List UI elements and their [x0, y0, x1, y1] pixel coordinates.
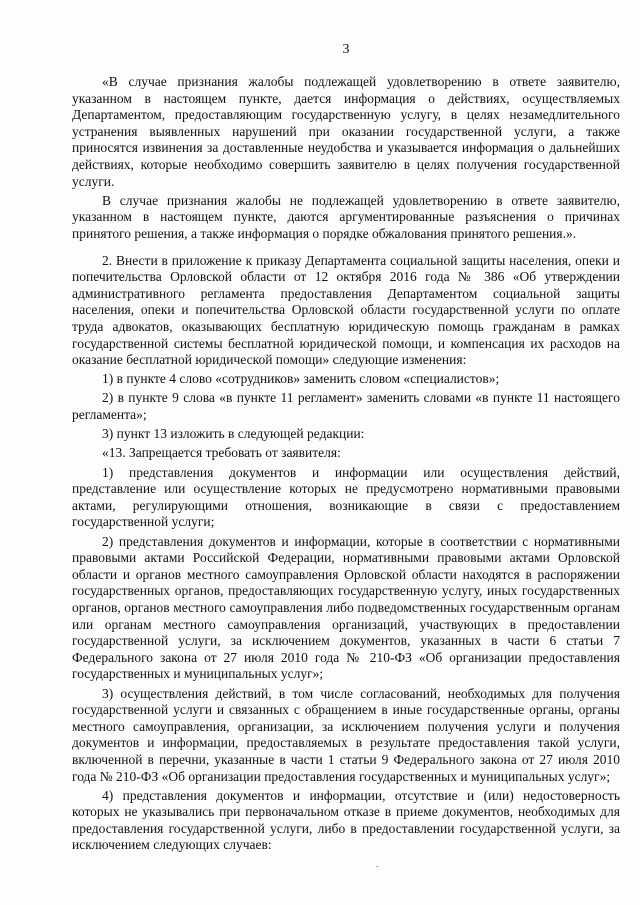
paragraph-item-1: 1) в пункте 4 слово «сотрудников» заменить словом «специалистов»;	[102, 371, 500, 387]
paragraph-clause-13-2: 2) представления документов и информации, которые в соответствии с нормативными правовыми актами Российской Федерации, нормативными правовыми актами Орловской области и органов местного самоуправления Орловской области находятся в распоряжении государственных органов, предоставляющих государственную услугу, иных государственных органов, органов местного самоуправления либо подведомственных государственным органам или органам местного самоуправления организаций, участвующих в предоставлении государственной услуги, за исключением документов, указанных в части 6 статьи 7 Федерального закона от 27 июля 2010 года № 210-ФЗ «Об организации предоставления государственных и муниципальных услуг»;	[72, 533, 620, 682]
paragraph-clause-13: «13. Запрещается требовать от заявителя:	[102, 445, 341, 461]
paragraph-complaint-satisfied: «В случае признания жалобы подлежащей удовлетворению в ответе заявителю, указанном в настоящем пункте, дается информация о действиях, осуществляемых Департаментом, предоставляющим государственную услугу, в целях незамедлительного устранения выявленных нарушений при оказании государственной услуги, а также приносятся извинения за доставленные неудобства и указывается информация о дальнейших действиях, которые необходимо совершить заявителю в целях получения государственной услуги.	[72, 74, 620, 189]
paragraph-clause-13-1: 1) представления документов и информации или осуществления действий, представление или осуществление которых не предусмотрено нормативными правовыми актами, регулирующими отношения, возникающие в связи с предоставлением государственной услуги;	[72, 464, 620, 530]
paragraph-item-3: 3) пункт 13 изложить в следующей редакции:	[102, 426, 365, 442]
document-body	[72, 74, 620, 854]
paragraph-amendment-2: 2. Внести в приложение к приказу Департамента социальной защиты населения, опеки и попечительства Орловской области от 12 октября 2016 года № 386 «Об утверждении административного регламента предоставления Департаментом социальной защиты населения, опеки и попечительства Орловской области государственной услуги по оплате труда адвокатов, оказывающих бесплатную юридическую помощь гражданам в рамках государственной системы бесплатной юридической помощи, и компенсация их расходов на оказание бесплатной юридической помощи» следующие изменения:	[72, 252, 620, 368]
page-number: 3	[342, 42, 350, 57]
paragraph-item-2: 2) в пункте 9 слова «в пункте 11 регламент» заменить словами «в пункте 11 настоящего регламента»;	[72, 390, 620, 423]
scan-artifact	[376, 866, 379, 867]
paragraph-complaint-rejected: В случае признания жалобы не подлежащей удовлетворению в ответе заявителю, указанном в настоящем пункте, даются аргументированные разъяснения о причинах принятого решения, а также информация о порядке обжалования принятого решения.».	[72, 192, 620, 241]
paragraph-clause-13-3: 3) осуществления действий, в том числе согласований, необходимых для получения государственной услуги и связанных с обращением в иные государственные органы, органы местного самоуправления, организации, за исключением получения услуги и получения документов и информации, предоставляемых в результате предоставления такой услуги, включенной в перечни, указанные в части 1 статьи 9 Федерального закона от 27 июля 2010 года № 210-ФЗ «Об организации предоставления государственных и муниципальных услуг»;	[72, 685, 620, 784]
paragraph-clause-13-4: 4) представления документов и информации, отсутствие и (или) недостоверность которых не указывались при первоначальном отказе в приеме документов, необходимых для предоставления государственной услуги, либо в предоставлении государственной услуги, за исключением следующих случаев:	[72, 787, 620, 853]
